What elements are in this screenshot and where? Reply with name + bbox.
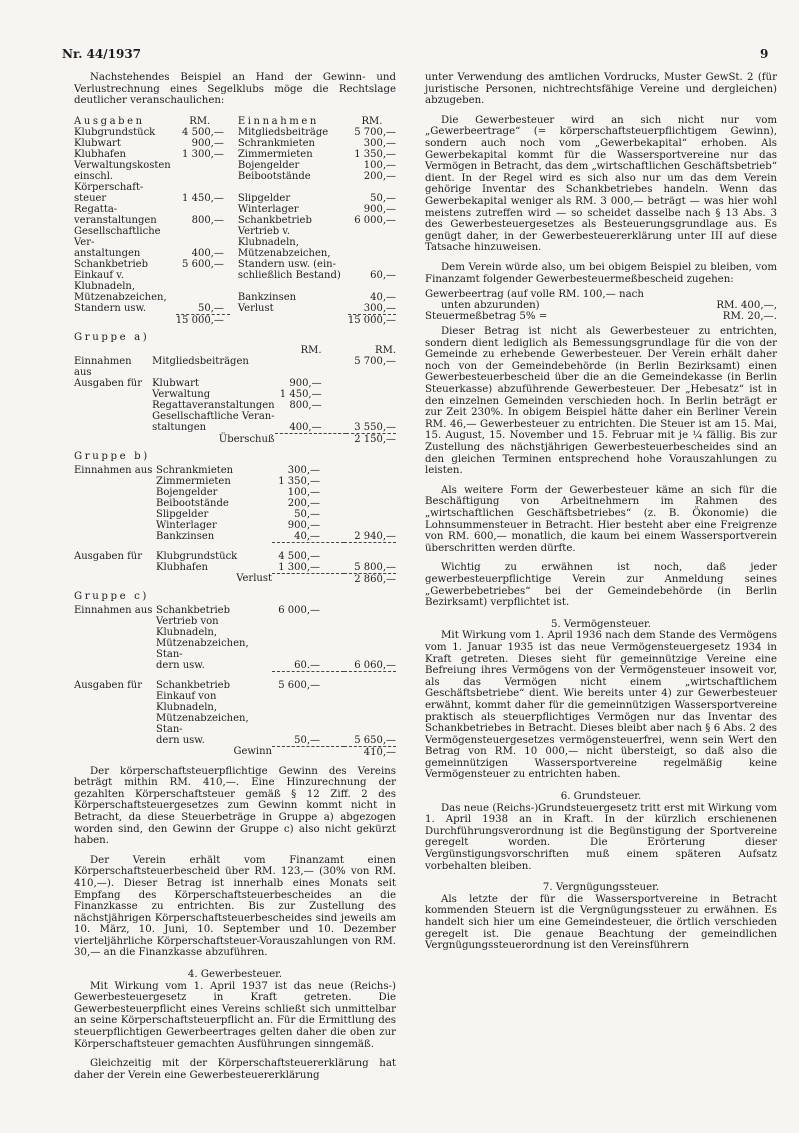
group-row [74,691,396,713]
group-row-item: Klubgrundstück [156,550,238,562]
group-row-amount: 900,— [287,519,320,531]
calc-row [425,311,777,322]
ledger-ausgaben-value: 1 450,— [182,192,224,204]
group-row-item: Einkauf von Klubnadeln, [156,690,218,713]
group-row-amount [272,691,344,713]
ledger-einnahmen-value: 50,— [370,192,396,204]
group-row [74,509,396,520]
group-row-amount: 50,— [272,735,344,747]
group-row [74,498,396,509]
group-row-item: Klubhafen [156,561,208,573]
ledger-ausgaben-item: steuer [74,192,107,204]
ledger-ausgaben-value: 4 500,— [182,126,224,138]
ledger-ausgaben-item: Gesellschaftliche Ver- [74,225,161,248]
ledger-einnahmen-item: Bojengelder [237,159,300,171]
ledger-einnahmen-value: 5 700,— [354,126,396,138]
group-row-item: Mützenabzeichen, Stan- [156,637,249,660]
group-row-category [74,400,152,411]
group-row-sum [344,498,396,509]
ledger-einnahmen-item: schließlich Bestand) [237,269,341,281]
group-row [74,476,396,487]
group-row-sum [346,400,396,411]
group-row-item: dern usw. [156,734,205,746]
ledger-ausgaben-value: 900,— [191,137,224,149]
ledger-einnahmen-item: Verlust [237,302,274,314]
group-row-sum [344,509,396,520]
group-a-rm-head: RM. [375,345,396,357]
group-row-item: Winterlager [156,519,217,531]
group-row-sum [344,605,396,616]
group-row [74,356,396,378]
group-row-category [74,691,156,713]
group-b-result-value: 2 860,— [354,573,396,585]
group-c-title: Gruppe c) [74,590,149,602]
ledger-total-ausgaben: 15 000,— [176,314,230,326]
group-row-amount: 6 000,— [278,604,320,616]
group-b-result-label: Verlust [236,573,272,585]
group-row-category [74,509,156,520]
paragraph-finanzamt: Der Verein erhält vom Finanzamt einen Körperschaftsteuerbescheid über RM. 123,— (30% von RM. 410,—). Dieser Betrag ist innerhalb eines Monats seit Empfang des Körperschaftsteuerbescheides an die Finanzkasse zu entrichten. Bis zur Zustellung des nächstjährigen Körperschaftsteuerbescheides sind jeweils am 10. März, 10. Juni, 10. September und 10. Dezember vierteljährliche Körperschaftsteuer-Vorauszahlungen von RM. 30,— an die Finanzkasse abzuführen. [74,854,396,959]
paragraph-gewerbeertrag: Die Gewerbesteuer wird an sich nicht nur vom „Gewerbeertrage“ (= körperschaftsteuerpflichtigem Gewinn), sondern auch noch vom „Gewerbekapital“ erhoben. Als Gewerbekapital kommt für die Wassersportvereine nur das Vermögen in Betracht, das dem „wirtschaftlichen Geschäftsbetrieb“ dient. In der Regel wird es sich also nur um das dem Verein gehörige Inventar des Schankbetriebes handeln. Wenn das Gewerbekapital weniger als RM. 3 000,— beträgt — was hier wohl meistens zutreffen wird — so scheidet dasselbe nach § 13 Abs. 3 des Gewerbesteuergesetzes als Besteuerungsgrundlage aus. Es genügt daher, in der Gewerbesteuererklärung unter III auf diese Tatsache hinzuweisen. [425,114,777,254]
group-a-rm-head: RM. [300,345,322,357]
ledger-einnahmen-value: 900,— [363,203,396,215]
ledger-row [74,193,396,204]
ledger-row [74,259,396,270]
group-c-result-label: Gewinn [233,746,272,758]
group-a-title: Gruppe a) [74,331,150,343]
group-b-table [74,465,396,585]
ledger-row [74,127,396,138]
group-row-sum [344,551,396,562]
group-row-sum [346,378,396,389]
group-row-category [74,660,156,672]
group-row-category [74,638,156,660]
group-row [74,616,396,638]
paragraph-dem-verein: Dem Verein würde also, um bei obigem Beispiel zu bleiben, vom Finanzamt folgender Gewerbesteuermeßbescheid zugehen: [425,261,777,285]
calc-row [425,300,777,311]
paragraph-section-4: Mit Wirkung vom 1. April 1937 ist das neue (Reichs-) Gewerbesteuergesetz in Kraft getreten. Die Gewerbesteuerpflicht eines Vereins schließt sich unmittelbar an seine Körperschaftsteuerpflicht an. Für die Ermittlung des steuerpflichtigen Gewerbeertrages gelten daher die oben zur Körperschaftsteuer gemachten Ausführungen sinngemäß. [74,980,396,1050]
ledger-einnahmen-value: 40,— [370,291,396,303]
ledger-ausgaben-item: Klubwart [74,137,121,149]
ledger-ausgaben-item: Einkauf v. Klubnadeln, [74,269,136,292]
ledger-row [74,138,396,149]
paragraph-gewinn: Der körperschaftsteuerpflichtige Gewinn des Vereins beträgt mithin RM. 410,—. Eine Hinzurechnung der gezahlten Körperschaftsteuer gemäß § 12 Ziff. 2 des Körperschaftsteuergesetzes zum Gewinn kommt nicht in Betracht, da diese Steuerbeträge in Gruppe a) abgezogen worden sind, den Gewinn der Gruppe c) also nicht gekürzt haben. [74,765,396,847]
ledger-row [74,303,396,315]
group-row-item: Zimmermieten [156,475,231,487]
group-a-table [74,345,396,445]
ledger-einnahmen-value: 100,— [363,159,396,171]
ledger-ausgaben-value: 5 600,— [182,258,224,270]
ledger-ausgaben-value: 1 300,— [182,148,224,160]
group-row-category: Einnahmen aus [74,464,153,476]
group-row-category: Ausgaben für [74,378,143,390]
group-row-sum [344,616,396,638]
group-row [74,520,396,531]
group-row-item: staltungen [152,422,207,434]
ledger-ausgaben-value: 400,— [191,247,224,259]
group-row-sum: 5 700,— [354,356,396,368]
ledger-ausgaben-item: Klubgrundstück [74,126,156,138]
group-row-amount: 900,— [289,378,322,390]
group-row [74,422,396,434]
ledger-einnahmen-value: 6 000,— [354,214,396,226]
group-row-amount: 100,— [287,486,320,498]
group-row-category [74,616,156,638]
group-row-amount: 300,— [287,464,320,476]
group-row-category [74,411,152,422]
group-row-sum [344,487,396,498]
group-row [74,713,396,735]
ledger-ausgaben-item: Schankbetrieb [74,258,148,270]
paragraph-section-6: Das neue (Reichs-)Grundsteuergesetz tritt erst mit Wirkung vom 1. April 1938 an in Kraft. In der kürzlich erschienenen Durchführungsverordnung ist die Begünstigung der Sportvereine geregelt worden. Die Erörterung dieser Vergünstigungsvorschriften muß einem späteren Aufsatz vorbehalten bleiben. [425,802,777,872]
ledger-row [74,226,396,248]
group-a-result-label: Überschuß [218,433,275,445]
group-row-category [74,487,156,498]
ledger-einnahmen-value [348,248,396,259]
group-row-amount: 800,— [289,400,322,412]
group-row-amount [275,356,346,378]
group-row-item: Vertrieb von Klubnadeln, [156,615,219,638]
ledger-row [74,248,396,259]
ledger-einnahmen-value [348,226,396,248]
ledger-einnahmen-value: 1 350,— [354,148,396,160]
group-row-sum [344,465,396,476]
group-row-amount: 200,— [287,497,320,509]
group-row-category: Ausgaben für [74,679,143,691]
group-row-sum [344,638,396,660]
group-row-item: Schrankmieten [156,464,234,476]
group-c-result-value: 410,— [363,746,396,758]
ledger-totals [74,314,396,326]
group-row-sum: 2 940,— [344,531,396,543]
ledger-header [74,116,396,127]
profit-loss-ledger [74,116,396,326]
page-number: 9 [760,47,769,61]
group-row-item: Bojengelder [156,486,218,498]
ledger-einnahmen-item: Bankzinsen [237,291,297,303]
group-row-item: Klubwart [152,378,199,390]
group-row-sum [344,476,396,487]
ledger-ausgaben-value [176,160,230,171]
group-row [74,562,396,574]
group-row-item: Mützenabzeichen, Stan- [156,712,249,735]
ledger-ausgaben-item: anstaltungen [74,247,141,259]
group-row-category [74,520,156,531]
ledger-ausgaben-item: Klubhafen [74,148,126,160]
intro-paragraph: Nachstehendes Beispiel an Hand der Gewinn- und Verlustrechnung eines Segelklubs möge die Rechtslage deutlicher veranschaulichen: [74,72,396,107]
group-row-item: Mitgliedsbeiträgen [152,356,249,368]
paragraph-gleichzeitig: Gleichzeitig mit der Körperschaftsteuererklärung hat daher der Verein eine Gewerbesteuererklärung [74,1058,396,1081]
ledger-ausgaben-item: veranstaltungen [74,214,157,226]
ledger-einnahmen-value [348,259,396,270]
group-a-result-value: 2 150,— [354,434,396,446]
ledger-einnahmen-item: Schankbetrieb [237,214,312,226]
ledger-row [74,204,396,215]
ledger-einnahmen-item: Slipgelder [237,192,291,204]
group-row-amount [275,411,346,422]
ledger-ausgaben-value [176,292,230,303]
ledger-head-rm: RM. [189,115,211,127]
ledger-einnahmen-item: Vertrieb v. Klubnadeln, [237,225,299,248]
group-row-category [74,562,156,574]
group-row-amount: 5 600,— [278,679,320,691]
group-row-amount: 50,— [294,508,320,520]
group-row-sum: 6 060,— [344,660,396,672]
group-row-category: Ausgaben für [74,550,143,562]
ledger-ausgaben-item: einschl. Körperschaft- [74,170,144,193]
group-row-category [74,389,152,400]
group-row-item: Schankbetrieb [156,604,230,616]
group-row-category: Einnahmen aus [74,604,153,616]
group-row-amount: 1 450,— [279,389,322,401]
ledger-row [74,160,396,171]
ledger-einnahmen-value: 200,— [363,170,396,182]
group-row-amount: 4 500,— [278,550,320,562]
group-row-item: Verwaltung [152,389,211,401]
group-row-sum [346,411,396,422]
group-row-category [74,498,156,509]
ledger-einnahmen-item: Mitgliedsbeiträge [237,126,329,138]
group-row-amount [272,713,344,735]
ledger-ausgaben-value [176,270,230,292]
calc-label: Steuermeßbetrag 5% = [425,311,548,323]
group-row-sum: 5 650,— [344,735,396,747]
ledger-ausgaben-item: Mützenabzeichen, [74,291,167,303]
group-row-item: Gesellschaftliche Veran- [152,411,275,423]
ledger-einnahmen-value: 300,— [363,137,396,149]
group-row-sum [344,713,396,735]
group-row-category [74,735,156,747]
group-row [74,487,396,498]
group-row [74,638,396,660]
paragraph-lohnsumme: Als weitere Form der Gewerbesteuer käme an sich für die Beschäftigung von Arbeitnehmern im Rahmen des „wirtschaftlichen Geschäftsbetriebes“ (z. B. Ökonomie) die Lohnsummensteuer in Betracht. Hier besteht aber eine Freigrenze von RM. 600,— monatlich, die kaum bei einem Wassersportverein überschritten werden dürfte. [425,484,777,554]
ledger-ausgaben-value [176,204,230,215]
ledger-row [74,270,396,292]
group-row-category [74,713,156,735]
ledger-row [74,149,396,160]
ledger-einnahmen-item: Mützenabzeichen, [237,247,331,259]
messbescheid-calculation [425,289,777,322]
ledger-ausgaben-value: 50,— [197,302,224,314]
ledger-head-ausgaben: Ausgaben [74,115,145,127]
group-row-amount: 1 350,— [278,475,320,487]
group-row-item: Schankbetrieb [156,679,230,691]
paragraph-dieser-betrag: Dieser Betrag ist nicht als Gewerbesteuer zu entrichten, sondern dient lediglich als Bemessungsgrundlage für die von der Gemeinde zu erhebende Gewerbesteuer. Der Verein erhält daher noch von der Gemeindebehörde (in Berlin Bezirksamt) einen Gewerbesteuerbescheid über die an die Gemeindekasse (in Berlin Steuerkasse) abzuführende Gewerbesteuer. Der „Hebesatz“ ist in den einzelnen Gemeinden verschieden hoch. In Berlin beträgt er zur Zeit 230%. In obigem Beispiel hätte daher ein Berliner Verein RM. 46,— Gewerbesteuer zu entrichten. Die Steuer ist am 15. Mai, 15. August, 15. November und 15. Februar mit je ¼ fällig. Bis zur Zustellung des nächstjährigen Gewerbesteuerbescheides sind an den gleichen Terminen entsprechend hohe Vorauszahlungen zu leisten. [425,326,777,477]
group-c-table [74,605,396,758]
group-row-category [74,531,156,543]
paragraph-section-7: Als letzte der für die Wassersportvereine in Betracht kommenden Steuern ist die Vergnügungssteuer zu erwähnen. Es handelt sich hier um eine Gemeindesteuer, die örtlich verschieden geregelt ist. Die genaue Beachtung der gemeindlichen Vergnügungssteuerordnung ist den Vereinsführern [425,893,777,952]
ledger-row [74,292,396,303]
group-row-item: dern usw. [156,659,205,671]
group-row-item: Regattaveranstaltungen [152,400,275,412]
section-7-title: 7. Vergnügungssteuer. [542,882,660,894]
group-row [74,400,396,411]
paragraph-wichtig: Wichtig zu erwähnen ist noch, daß jeder gewerbesteuerpflichtige Verein zur Anmeldung seines „Gewerbebetriebes“ bei der Gemeindebehörde (in Berlin Bezirksamt) verpflichtet ist. [425,562,777,609]
group-row-category: Einnahmen aus [74,356,132,379]
group-row-sum: 3 550,— [346,422,396,434]
calc-label: Gewerbeertrag (auf volle RM. 100,— nach [425,289,644,301]
ledger-ausgaben-value: 800,— [191,214,224,226]
group-b-title: Gruppe b) [74,451,150,463]
group-row [74,531,396,543]
ledger-ausgaben-item: Verwaltungskosten [74,159,171,171]
calc-row [425,289,777,300]
ledger-head-einnahmen: Einnahmen [237,115,319,127]
group-row-sum [344,520,396,531]
group-row [74,378,396,389]
group-row-amount: 60.— [272,660,344,672]
group-row [74,551,396,562]
ledger-row [74,171,396,193]
ledger-head-rm: RM. [361,115,383,127]
ledger-total-einnahmen: 15 000,— [347,314,396,326]
paragraph-vordruck: unter Verwendung des amtlichen Vordrucks, Muster GewSt. 2 (für juristische Personen, nichtrechtsfähige Vereine und dergleichen) abzugeben. [425,72,777,107]
calc-value: RM. 20,—. [722,311,777,323]
group-row [74,660,396,672]
group-row [74,735,396,747]
group-row-item: Bankzinsen [156,530,215,542]
calc-value: RM. 400,—, [716,300,777,312]
ledger-einnahmen-item: Winterlager [237,203,299,215]
left-column [74,72,396,1081]
group-row [74,465,396,476]
group-row-amount [272,616,344,638]
group-row-sum [344,691,396,713]
group-row-item: Beibootstände [156,497,229,509]
group-row [74,389,396,400]
ledger-einnahmen-item: Zimmermieten [237,148,313,160]
group-row-amount: 1 300,— [272,562,344,574]
ledger-einnahmen-item: Beibootstände [237,170,311,182]
ledger-ausgaben-value [176,171,230,193]
calc-label: unten abzurunden) [441,300,540,312]
calc-value [701,289,777,300]
group-row-amount: 40,— [272,531,344,543]
group-row-amount [272,638,344,660]
right-column [425,72,777,952]
group-row-amount: 400,— [275,422,346,434]
group-row [74,411,396,422]
group-row-sum: 5 800,— [344,562,396,574]
ledger-row [74,215,396,226]
section-6-title: 6. Grundsteuer. [560,791,642,803]
paragraph-section-5: Mit Wirkung vom 1. April 1936 nach dem Stande des Vermögens vom 1. Januar 1935 ist das neue Vermögensteuergesetz 1934 in Kraft getreten. Dieses sieht für gemeinnützige Vereine eine Befreiung ihres Vermögens von der Vermögensteuer insoweit vor, als das Vermögen nicht einem „wirtschaftlichem Geschäftsbetriebe“ dient. Wie bereits unter 4) zur Gewerbesteuer erwähnt, kommt daher für die gemeinnützigen Wassersportvereine praktisch als steuerpflichtiges Vermögen nur das Inventar des Schankbetriebes in Betracht. Dieses bleibt aber nach § 6 Abs. 2 des Vermögensteuergesetzes vermögensteuerfrei, wenn sein Wert den Betrag von RM. 10 000,— nicht übersteigt, so daß also die gemeinnützigen Wassersportvereine regelmäßig keine Vermögensteuer zu entrichten haben. [425,630,777,781]
group-row-sum [346,389,396,400]
section-4-title: 4. Gewerbesteuer. [187,969,283,981]
group-row-sum [344,680,396,691]
ledger-einnahmen-item: Schrankmieten [237,137,315,149]
ledger-einnahmen-value: 300,— [363,302,396,314]
group-row [74,605,396,616]
section-5-title: 5. Vermögensteuer. [550,618,652,630]
page-header-issue: Nr. 44/1937 [62,47,142,61]
ledger-ausgaben-item: Standern usw. [74,302,147,314]
ledger-ausgaben-item: Regatta- [74,203,118,215]
group-row [74,680,396,691]
ledger-ausgaben-value [176,226,230,248]
group-row-category [74,476,156,487]
ledger-einnahmen-item: Standern usw. (ein- [237,258,336,270]
group-row-item: Slipgelder [156,508,209,520]
ledger-einnahmen-value: 60,— [370,269,396,281]
group-row-category [74,422,152,434]
